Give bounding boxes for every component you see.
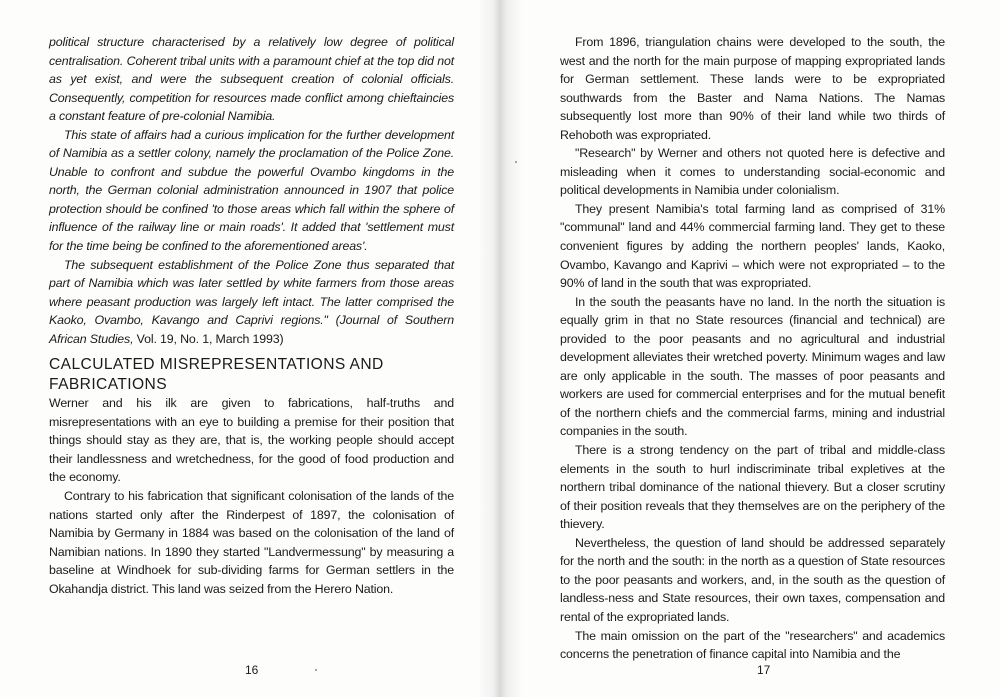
section-heading: CALCULATED MISREPRESENTATIONS AND FABRICATIONS bbox=[49, 356, 384, 393]
left-page-text bbox=[49, 33, 454, 598]
citation-journal: (Journal of Southern African Studies, bbox=[49, 313, 454, 346]
body-paragraph: "Research" by Werner and others not quoted here is defective and misleading when it comes to understanding social-economic and political developments in Namibia under colonialism. bbox=[560, 146, 945, 198]
citation-details: Vol. 19, No. 1, March 1993) bbox=[133, 331, 284, 346]
body-paragraph: They present Namibia's total farming land as comprised of 31% "communal" land and 44% commercial farming land. They get to these convenient figures by adding the northern peoples' lands, Kaoko, Ovambo, Kavango and Kaprivi – which were not expropriated – to the 90% of land in the south that was expropriated. bbox=[560, 201, 945, 291]
body-paragraph: From 1896, triangulation chains were developed to the south, the west and the north for the main purpose of mapping expropriated lands for German settlement. These lands were to be expropriated southwards from the Baster and Nama Nations. The Namas subsequently lost more than 90% of their land while two thirds of Rehoboth was expropriated. bbox=[560, 35, 945, 142]
body-paragraph: Werner and his ilk are given to fabrications, half-truths and misrepresentations with an eye to building a premise for their position that things should stay as they are, that is, the working people should accept their landlessness and wretchedness, for the good of food production and the economy. bbox=[49, 396, 454, 485]
book-gutter bbox=[478, 0, 522, 697]
scan-speck bbox=[315, 669, 317, 671]
scan-speck bbox=[515, 161, 517, 163]
quote-text: The subsequent establishment of the Police Zone thus separated that part of Namibia which was later settled by white farmers from those areas where peasant production was largely left intact. The latter comprised the Kaoko, Ovambo, Kavango and Caprivi regions." bbox=[49, 257, 454, 328]
body-paragraph: Nevertheless, the question of land should be addressed separately for the north and the south: in the north as a question of State resources to the poor peasants and workers, and, in the south as the question of landless-ness and State resources, their own taxes, compensation and rental of the expropriated lands. bbox=[560, 535, 945, 624]
quote-paragraph: political structure characterised by a relatively low degree of political centralisation. Coherent tribal units with a paramount chief at the top did not as yet exist, and were the subsequent creation of colonial officials. Consequently, competition for resources made conflict among chieftaincies a constant feature of pre-colonial Namibia. bbox=[49, 35, 454, 124]
body-paragraph: Contrary to his fabrication that significant colonisation of the lands of the nations started only after the Rinderpest of 1897, the colonisation of Namibia by Germany in 1884 was based on the colonisation of the land of Namibian nations. In 1890 they started "Landvermessung" by measuring a baseline at Windhoek for sub-dividing farms for German settlers in the Okahandja district. This land was seized from the Herero Nation. bbox=[49, 489, 454, 596]
quote-paragraph: This state of affairs had a curious implication for the further development of Namibia as a settler colony, namely the proclamation of the Police Zone. Unable to confront and subdue the powerful Ovambo kingdoms in the north, the German colonial administration announced in 1907 that police protection should be confined 'to those areas which fall within the sphere of influence of the railway line or main roads'. It added that 'settlement must for the time being be confined to the aforementioned areas'. bbox=[49, 127, 454, 254]
page-number-left: 16 bbox=[245, 663, 259, 677]
right-page-text bbox=[560, 33, 945, 664]
quote-paragraph-with-citation bbox=[49, 256, 454, 349]
body-paragraph: The main omission on the part of the "researchers" and academics concerns the penetration of finance capital into Namibia and the bbox=[560, 628, 945, 662]
body-paragraph: In the south the peasants have no land. In the north the situation is equally grim in that no State resources (financial and technical) are provided to the poor peasants and no agricultural and industrial development alleviates their wretched poverty. Minimum wages and law are only applicable in the south. The masses of poor peasants and workers are used for commercial enterprises and for the mutual benefit of the northern chiefs and the commercial farms, mining and industrial companies in the south. bbox=[560, 294, 945, 439]
page-number-right: 17 bbox=[757, 663, 771, 677]
body-paragraph: There is a strong tendency on the part of tribal and middle-class elements in the south to hurl indiscriminate tribal expletives at the northern tribal dominance of the national thievery. But a closer scrutiny of their position reveals that they themselves are on the periphery of the thievery. bbox=[560, 443, 945, 532]
